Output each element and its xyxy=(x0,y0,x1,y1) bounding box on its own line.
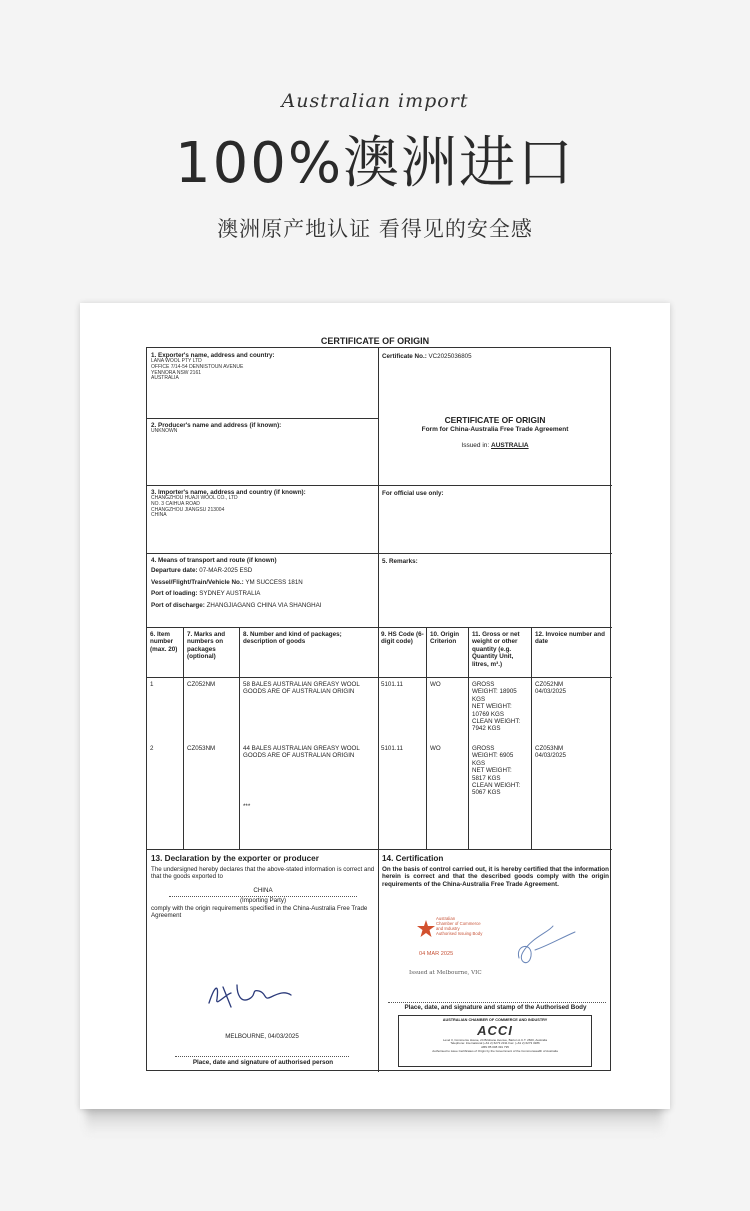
declaration-country: CHINA xyxy=(253,886,273,894)
divider xyxy=(147,627,612,628)
acci-phone: Telephone: International (+61 2) 6273 2311 Fax: (+61 2) 6273 3286 xyxy=(450,1041,540,1046)
importer-box xyxy=(151,489,375,519)
weight-line: KGS xyxy=(472,695,486,703)
certification-text: On the basis of control carried out, it is hereby certified that the information herein is correct and that the described goods comply with the origin requirements of the China-Australia Free Trade Agreement. xyxy=(382,866,609,888)
item-weight xyxy=(472,745,530,797)
weight-line: WEIGHT: 6905 xyxy=(472,752,514,760)
producer-box xyxy=(151,422,375,435)
official-use-label: For official use only: xyxy=(382,490,444,497)
certification-title: 14. Certification xyxy=(382,854,444,863)
certificate-number-label: Certificate No.: xyxy=(382,353,427,360)
divider xyxy=(183,627,184,849)
item-invoice xyxy=(535,745,610,760)
weight-line: 7942 KGS xyxy=(472,725,501,733)
acci-heading: AUSTRALIAN CHAMBER OF COMMERCE AND INDUSTRY xyxy=(442,1018,548,1022)
weight-line: GROSS xyxy=(472,681,495,688)
certificate-number-value: VC2025036805 xyxy=(428,353,472,360)
acci-stamp xyxy=(398,1015,592,1067)
item-number: 1 xyxy=(150,681,154,688)
item-ellipsis: *** xyxy=(243,803,251,810)
item-invoice xyxy=(535,681,610,696)
transport-label: 4. Means of transport and route (if known) xyxy=(151,557,277,564)
divider xyxy=(239,627,240,849)
item-marks: CZ052NM xyxy=(187,681,216,688)
divider xyxy=(147,485,612,486)
certification-box xyxy=(382,854,609,888)
divider xyxy=(426,627,427,849)
divider xyxy=(147,677,612,678)
declaration-box xyxy=(151,854,375,919)
importer-line: CHANGZHOU HUAJI WOOL CO., LTD xyxy=(151,495,238,502)
divider xyxy=(531,627,532,849)
hero-subtitle: 澳洲原产地认证 看得见的安全感 xyxy=(217,217,533,241)
title-block xyxy=(378,415,612,450)
column-header-hs-code: 9. HS Code (6-digit code) xyxy=(381,631,424,646)
item-marks: CZ053NM xyxy=(187,745,216,752)
weight-line: CLEAN WEIGHT: xyxy=(472,718,521,726)
exporter-line: YENNORA NSW 2161 xyxy=(151,369,202,376)
hero-script-title: Australian import xyxy=(281,90,469,112)
item-number: 2 xyxy=(150,745,154,752)
remarks-label: 5. Remarks: xyxy=(382,558,418,565)
importer-line: CHANGZHOU JIANGSU 213004 xyxy=(151,506,225,513)
chamber-line: Chamber of Commerce xyxy=(436,920,481,926)
acci-logo: ACCI xyxy=(477,1022,513,1038)
acci-note: Authorised to issue Certificates of Origin by the Government of the Commonwealth of Australia xyxy=(432,1048,558,1053)
weight-line: 5817 KGS xyxy=(472,774,501,782)
item-description: 44 BALES AUSTRALIAN GREASY WOOL GOODS ARE OF AUSTRALIAN ORIGIN xyxy=(243,745,360,760)
title-block-title: CERTIFICATE OF ORIGIN xyxy=(444,415,546,425)
importer-line: CHINA xyxy=(151,512,167,519)
divider xyxy=(147,553,612,554)
departure-label: Departure date: xyxy=(151,567,198,575)
column-header-weight: 11. Gross or net weight or other quantity (e.g. Quantity Unit, litres, m³.) xyxy=(472,631,520,668)
producer-label: 2. Producer's name and address (if known): xyxy=(151,422,282,429)
importer-label: 3. Importer's name, address and country (if known): xyxy=(151,489,306,496)
acci-address: Level 3, Commerce House, 24 Brisbane Avenue, Barton A.C.T. 2600, Australia xyxy=(442,1037,547,1042)
divider xyxy=(147,849,612,850)
stamp-date: 04 MAR 2025 xyxy=(419,951,454,957)
discharge-label: Port of discharge: xyxy=(151,601,205,609)
importer-line: NO. 3 CAIHUA ROAD xyxy=(151,501,200,507)
discharge-value: ZHANGJIAGANG CHINA VIA SHANGHAI xyxy=(206,601,322,609)
signature-line xyxy=(175,1056,349,1057)
column-header-description: 8. Number and kind of packages; description of goods xyxy=(243,631,342,646)
divider xyxy=(468,627,469,849)
declaration-text-2: comply with the origin requirements specified in the China-Australia Free Trade Agreement xyxy=(151,904,368,920)
weight-line: NET WEIGHT: xyxy=(472,767,512,775)
issued-in-label: Issued in: xyxy=(461,442,490,450)
column-header-invoice: 12. Invoice number and date xyxy=(535,631,605,646)
item-criterion: WO xyxy=(430,745,441,752)
item-criterion: WO xyxy=(430,681,441,688)
invoice-line: CZ053NM xyxy=(535,745,564,752)
issued-in-value: AUSTRALIA xyxy=(491,442,529,450)
loading-label: Port of loading: xyxy=(151,590,198,598)
certifier-signature-line xyxy=(388,1002,606,1003)
chamber-line: and Industry xyxy=(436,925,460,931)
chamber-star-icon xyxy=(416,919,436,939)
certifier-signature xyxy=(513,922,579,972)
exporter-label: 1. Exporter's name, address and country: xyxy=(151,352,275,359)
hero-title: 100%澳洲进口 xyxy=(174,131,576,196)
vessel-value: YM SUCCESS 181N xyxy=(245,578,303,586)
item-hs-code: 5101.11 xyxy=(381,681,403,688)
certificate-number xyxy=(382,353,608,360)
transport-box xyxy=(151,557,375,609)
exporter-line: OFFICE 7/14-54 DENNISTOUN AVENUE xyxy=(151,364,244,370)
divider xyxy=(378,348,379,627)
exporter-line: AUSTRALIA xyxy=(151,375,179,382)
exporter-signature xyxy=(201,973,301,1013)
departure-value: 07-MAR-2025 ESD xyxy=(199,567,253,575)
declaration-footer: Place, date and signature of authorised person xyxy=(192,1059,334,1066)
chamber-line: Australian xyxy=(436,916,456,921)
column-header-marks: 7. Marks and numbers on packages (optional) xyxy=(187,631,226,661)
weight-line: CLEAN WEIGHT: xyxy=(472,782,521,790)
declaration-text: The undersigned hereby declares that the above-stated information is correct and that the goods exported to xyxy=(151,866,375,881)
invoice-line: CZ052NM xyxy=(535,681,564,688)
certificate-heading: CERTIFICATE OF ORIGIN xyxy=(320,336,430,346)
exporter-line: LANA WOOL PTY LTD xyxy=(151,358,202,365)
weight-line: GROSS xyxy=(472,745,495,752)
invoice-line: 04/03/2025 xyxy=(535,752,566,760)
column-header-item: 6. Item number (max. 20) xyxy=(150,631,178,653)
certificate-form xyxy=(146,347,611,1071)
loading-value: SYDNEY AUSTRALIA xyxy=(199,590,261,598)
column-header-criterion: 10. Origin Criterion xyxy=(430,631,460,646)
certificate-document xyxy=(80,303,670,1109)
divider xyxy=(147,418,378,419)
declaration-party: (Importing Party) xyxy=(169,896,357,904)
certification-footer: Place, date, and signature and stamp of the Authorised Body xyxy=(404,1004,587,1011)
exporter-box xyxy=(151,352,375,382)
vessel-label: Vessel/Flight/Train/Vehicle No.: xyxy=(151,578,244,586)
chamber-logo-text xyxy=(436,917,516,937)
weight-line: 5067 KGS xyxy=(472,789,501,797)
title-block-subtitle: Form for China-Australia Free Trade Agreement xyxy=(421,426,569,433)
weight-line: KGS xyxy=(472,759,486,767)
item-description: 58 BALES AUSTRALIAN GREASY WOOL GOODS ARE OF AUSTRALIAN ORIGIN xyxy=(243,681,360,696)
producer-value: UNKNOWN xyxy=(151,428,178,435)
weight-line: NET WEIGHT: xyxy=(472,703,512,711)
item-hs-code: 5101.11 xyxy=(381,745,403,752)
item-weight xyxy=(472,681,530,733)
weight-line: WEIGHT: 18905 xyxy=(472,688,517,696)
weight-line: 10769 KGS xyxy=(472,710,504,718)
declaration-title: 13. Declaration by the exporter or producer xyxy=(151,854,319,863)
paper-shadow xyxy=(86,1105,662,1135)
acci-abn: ABN 85 008 391 795 xyxy=(481,1045,509,1050)
issued-at: Issued at Melbourne, VIC xyxy=(409,970,482,976)
invoice-line: 04/03/2025 xyxy=(535,688,566,696)
declaration-place-date: MELBOURNE, 04/03/2025 xyxy=(225,1033,299,1040)
chamber-line: Authorised Issuing Body xyxy=(436,930,483,936)
